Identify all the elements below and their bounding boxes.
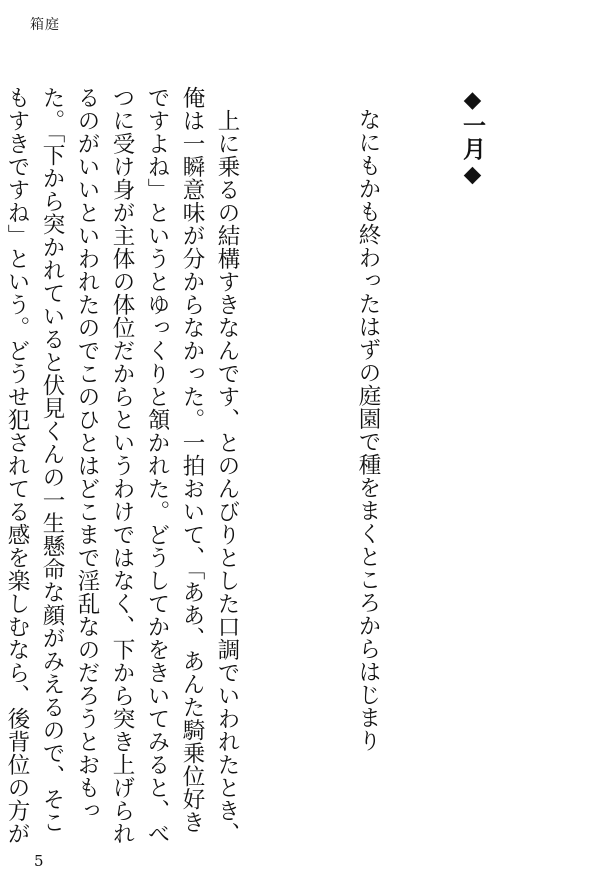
- vertical-text-body: [0, 86, 560, 851]
- page-number: 5: [34, 852, 44, 870]
- chapter-subtitle: なにもかも終わったはずの庭園で種をまくところからはじまり: [355, 108, 381, 752]
- chapter-heading: ◆一月◆: [459, 86, 486, 188]
- body-paragraph: 上に乗るの結構すきなんです、とのんびりとした口調でいわれたとき、俺は一瞬意味が分からなかった。一拍おいて、「ああ、あんた騎乗位好きですよね」というとゆっくりと頷かれた。どうしてかをきいてみると、べつに受け身が主体の体位だからというわけではなく、下から突き上げられるのがいいといわれたのでこのひとはどこまで淫乱なのだろうとおもった。「下から突かれていると伏見くんの一生懸命な顔がみえるので、そこもすきですね」という。どうせ犯されてる感を楽しむなら、後背位の方が: [4, 86, 240, 845]
- running-head: 箱庭: [30, 17, 60, 33]
